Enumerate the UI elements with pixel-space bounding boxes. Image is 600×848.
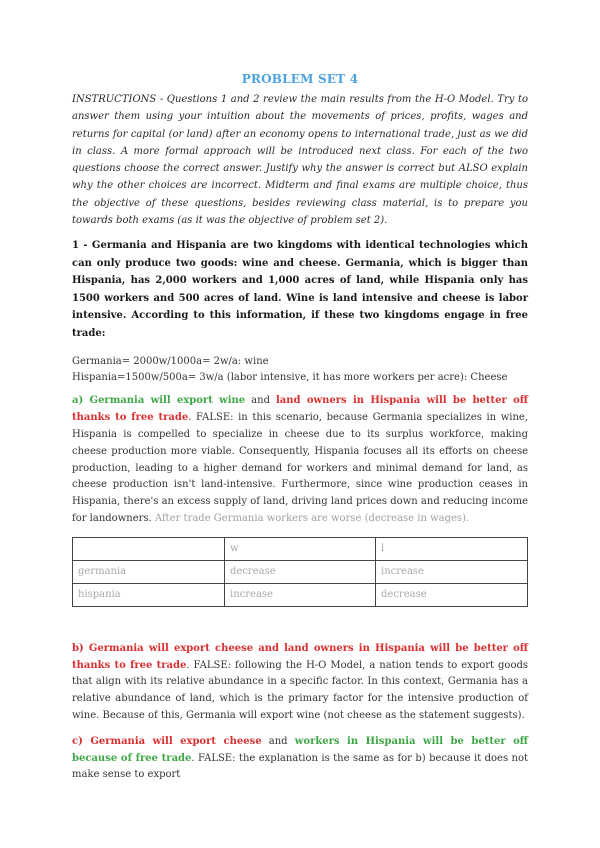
- table-header-cell: w: [225, 537, 376, 560]
- germania-ratio: Germania= 2000w/1000a= 2w/a: wine: [72, 356, 269, 368]
- table-cell: decrease: [376, 583, 528, 606]
- answer-c-option-part2: workers in Hispania will be better off because of free trade: [72, 735, 528, 764]
- answer-c: [72, 734, 528, 784]
- table-cell: increase: [225, 583, 376, 606]
- page-title: PROBLEM SET 4: [241, 72, 359, 86]
- instructions-paragraph: INSTRUCTIONS - Questions 1 and 2 review the main results from the H-O Model. Try to answer them using your intuition about the movements of prices, profits, wages and returns for capital (or land) after an economy opens to international trade, just as we did in class. A more formal approach will be introduced next class. For each of the two questions choose the correct answer. Justify why the answer is correct but ALSO explain why the other choices are incorrect. Midterm and final exams are multiple choice, thus the objective of these questions, besides reviewing class material, is to prepare you towards both exams (as it was the objective of problem set 2).: [72, 94, 528, 227]
- answer-c-option-part1: c) Germania will export cheese: [72, 735, 262, 747]
- answer-a-option-part1: a) Germania will export wine: [72, 395, 246, 407]
- table-cell: germania: [73, 560, 225, 583]
- factor-ratio-calculation: [72, 354, 528, 385]
- table-cell: hispania: [73, 583, 225, 606]
- answer-a: [72, 393, 528, 527]
- answer-a-explanation: . FALSE: in this scenario, because Germania specializes in wine, Hispania is compelled to specialize in cheese due to its surplus workforce, making cheese production more viable. Consequently, Hispania focuses all its efforts on cheese production, leading to a higher demand for workers and minimal demand for land, as cheese production isn't land-intensive. Furthermore, since wine production ceases in Hispania, there's an excess supply of land, driving land prices down and reducing income for landowners.: [72, 412, 528, 524]
- question-1: 1 - Germania and Hispania are two kingdoms with identical technologies which can only produce two goods: wine and cheese. Germania, which is bigger than Hispania, has 2,000 workers and 1,000 acres of land, while Hispania only has 1500 workers and 500 acres of land. Wine is land intensive and cheese is labor intensive. According to this information, if these two kingdoms engage in free trade:: [72, 240, 528, 339]
- table-header-row: [73, 537, 528, 560]
- answer-b: [72, 641, 528, 725]
- table-cell: increase: [376, 560, 528, 583]
- table-header-cell: l: [376, 537, 528, 560]
- answer-c-explanation: . FALSE: the explanation is the same as for b) because it does not make sense to export: [72, 752, 528, 781]
- wage-land-table: [72, 537, 528, 607]
- hispania-ratio: Hispania=1500w/500a= 3w/a (labor intensive, it has more workers per acre): Cheese: [72, 371, 508, 383]
- table-row: [73, 583, 528, 606]
- answer-c-and: and: [261, 735, 295, 747]
- answer-a-note: After trade Germania workers are worse (decrease in wages).: [151, 512, 470, 524]
- answer-b-option: b) Germania will export cheese and land owners in Hispania will be better off thanks to free trade: [72, 642, 528, 671]
- table-cell: decrease: [225, 560, 376, 583]
- table-row: [73, 560, 528, 583]
- answer-a-option-part2: land owners in Hispania will be better off thanks to free trade: [72, 395, 528, 424]
- answer-a-and: and: [245, 395, 276, 407]
- answer-b-explanation: . FALSE: following the H-O Model, a nation tends to export goods that align with its relative abundance in a specific factor. In this context, Germania has a relative abundance of land, which is the primary factor for the intensive production of wine. Because of this, Germania will export wine (not cheese as the statement suggests).: [72, 659, 529, 721]
- table-header-cell: [73, 537, 225, 560]
